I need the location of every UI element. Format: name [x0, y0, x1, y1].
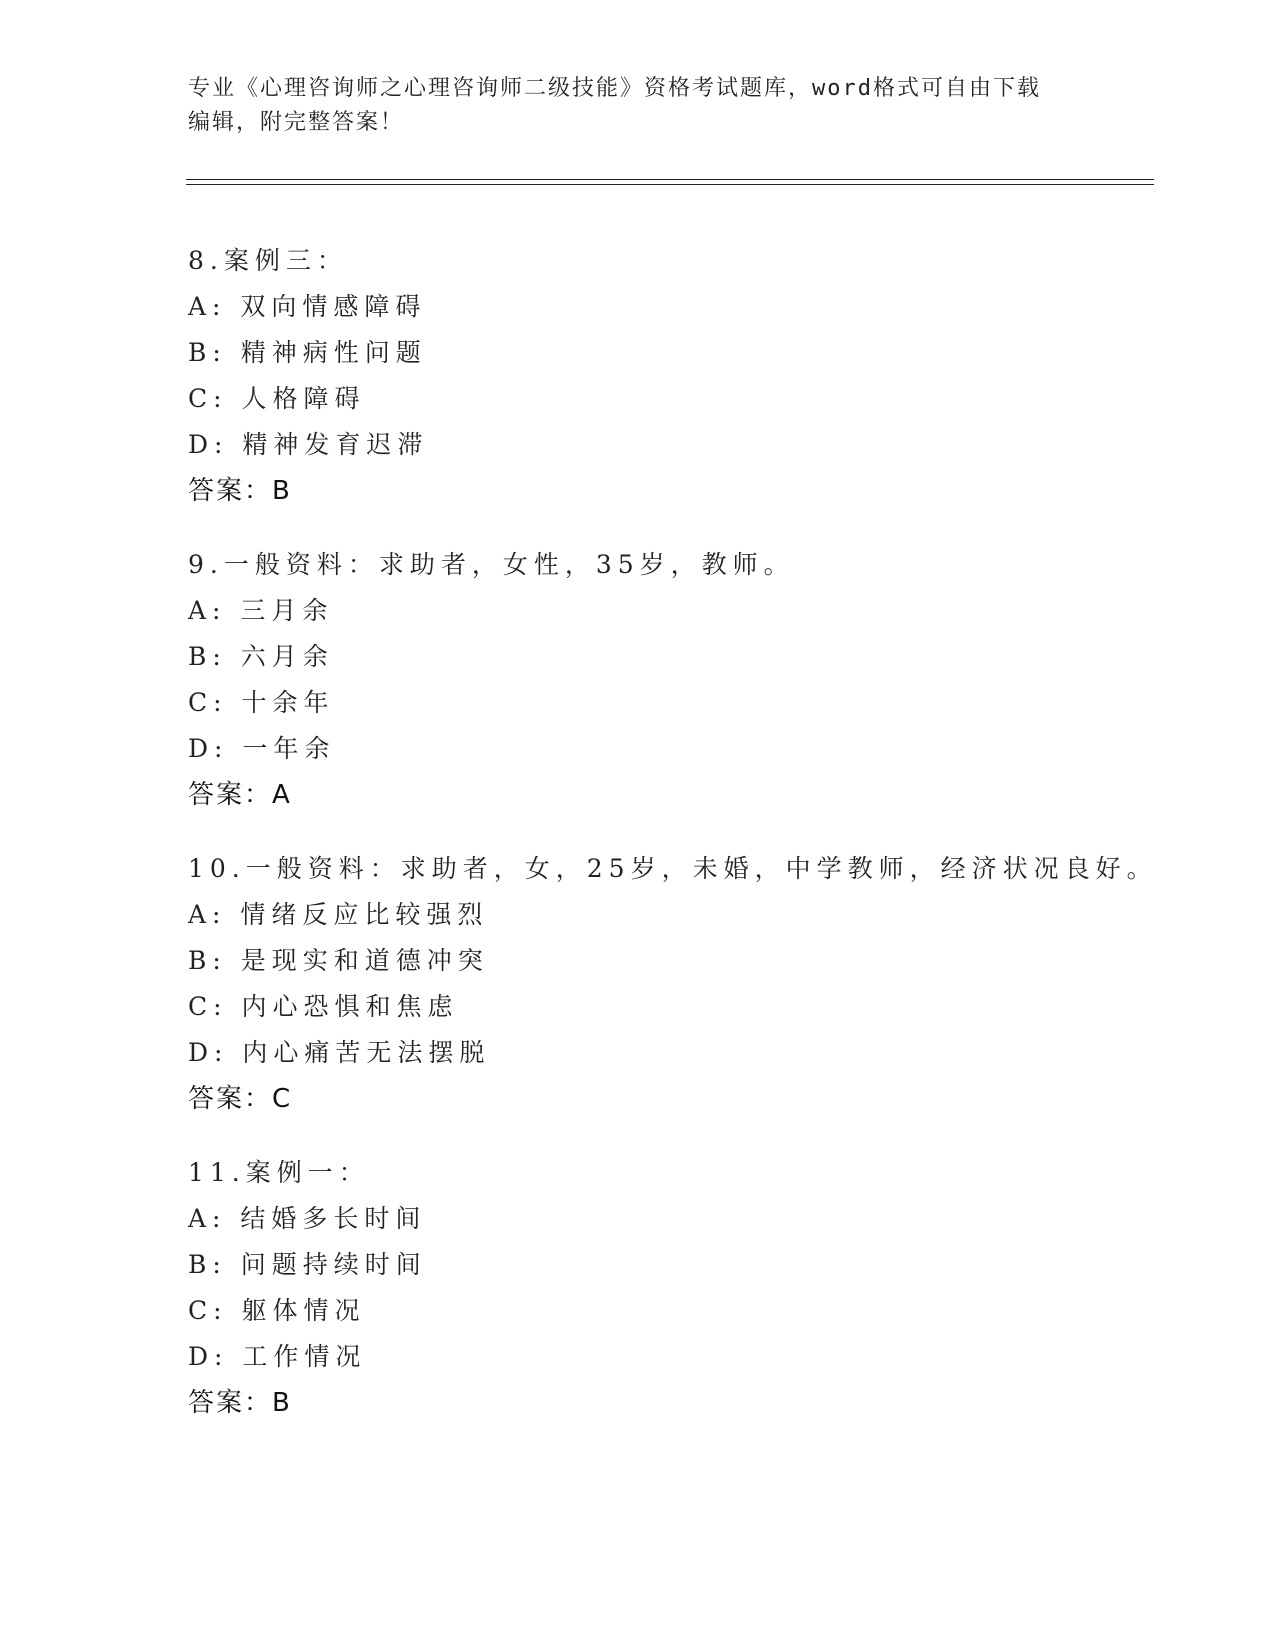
- question-title: 11.案例一：: [188, 1158, 370, 1187]
- option-b: B: 六月余: [188, 642, 334, 671]
- option-c: C: 人格障碍: [188, 384, 366, 413]
- header-line-2: 编辑，附完整答案！: [188, 110, 405, 135]
- question-8: [188, 238, 1188, 514]
- question-title: 8.案例三：: [188, 246, 348, 275]
- option-b: B: 问题持续时间: [188, 1250, 427, 1279]
- question-title: 9.一般资料：求助者，女性，35岁，教师。: [188, 550, 795, 579]
- header-divider-bottom: [186, 184, 1154, 185]
- question-title: 10.一般资料：求助者，女，25岁，未婚，中学教师，经济状况良好。: [188, 854, 1158, 883]
- document-header: [188, 72, 1088, 140]
- option-c: C: 躯体情况: [188, 1296, 366, 1325]
- option-d: D: 内心痛苦无法摆脱: [188, 1038, 491, 1067]
- option-d: D: 工作情况: [188, 1342, 367, 1371]
- option-b: B: 是现实和道德冲突: [188, 946, 489, 975]
- question-list: [188, 238, 1188, 1454]
- option-b: B: 精神病性问题: [188, 338, 427, 367]
- question-10: [188, 846, 1188, 1122]
- question-9: [188, 542, 1188, 818]
- option-a: A: 双向情感障碍: [188, 292, 427, 321]
- option-a: A: 三月余: [188, 596, 334, 625]
- option-d: D: 一年余: [188, 734, 336, 763]
- option-c: C: 内心恐惧和焦虑: [188, 992, 459, 1021]
- answer-line: 答案：C: [188, 1084, 293, 1114]
- question-11: [188, 1150, 1188, 1426]
- answer-line: 答案：B: [188, 476, 292, 506]
- option-d: D: 精神发育迟滞: [188, 430, 429, 459]
- header-line-1: 专业《心理咨询师之心理咨询师二级技能》资格考试题库，word格式可自由下载: [188, 76, 1041, 101]
- option-c: C: 十余年: [188, 688, 335, 717]
- header-divider-top: [186, 179, 1154, 180]
- option-a: A: 情绪反应比较强烈: [188, 900, 489, 929]
- answer-line: 答案：B: [188, 1388, 292, 1418]
- option-a: A: 结婚多长时间: [188, 1204, 427, 1233]
- answer-line: 答案：A: [188, 780, 292, 810]
